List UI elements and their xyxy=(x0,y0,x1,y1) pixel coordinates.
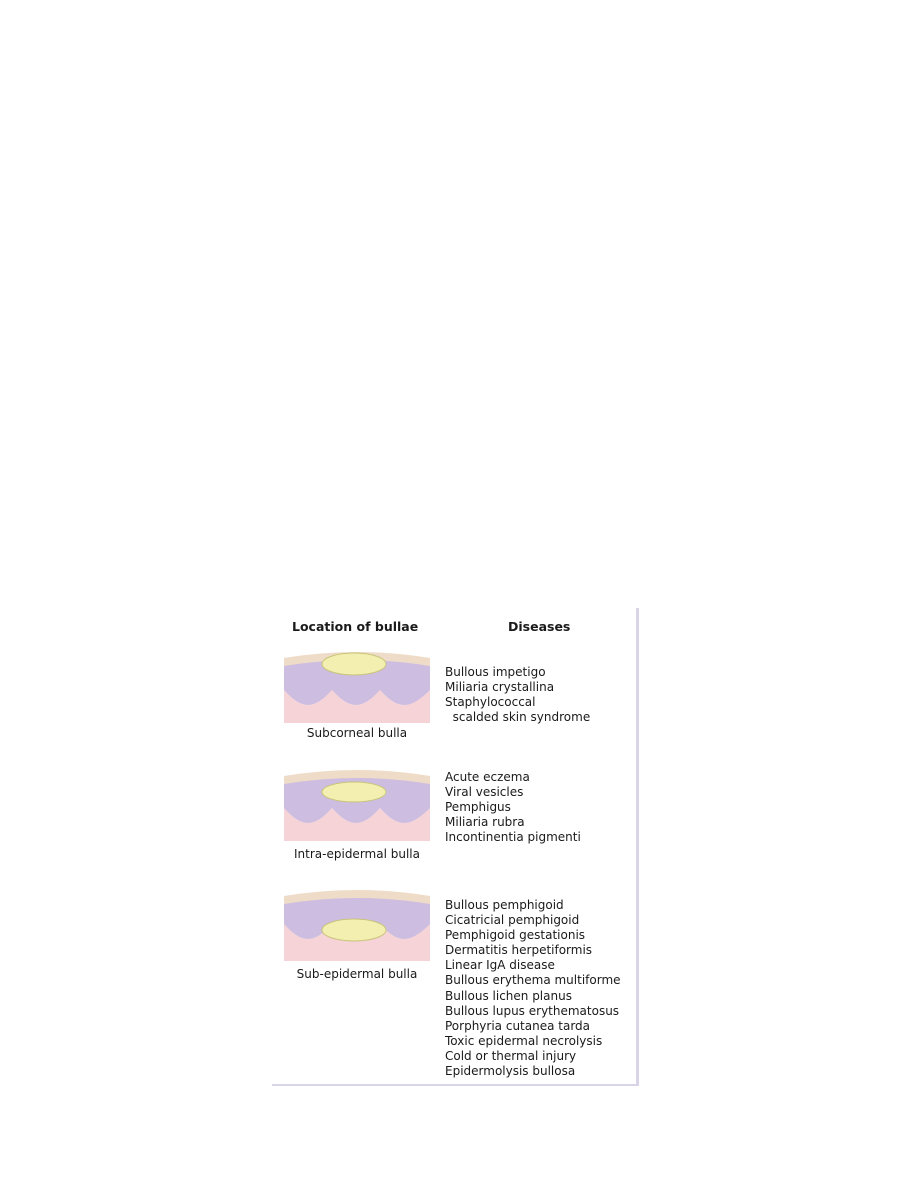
caption-subcorneal: Subcorneal bulla xyxy=(306,726,408,740)
list-item: Bullous lichen planus xyxy=(445,988,572,1003)
list-item: Cold or thermal injury xyxy=(445,1048,577,1063)
disease-list-sub-epidermal xyxy=(445,898,621,1079)
list-item: Acute eczema xyxy=(445,770,530,784)
list-item: Bullous lupus erythematosus xyxy=(445,1003,620,1018)
subcorneal-blister xyxy=(322,653,386,675)
sub-epidermal-blister xyxy=(322,919,386,941)
list-item: Incontinentia pigmenti xyxy=(445,830,581,845)
list-item: Miliaria rubra xyxy=(445,815,525,830)
list-item: Viral vesicles xyxy=(445,785,524,800)
disease-list-subcorneal xyxy=(445,665,590,725)
list-item: Cicatricial pemphigoid xyxy=(445,913,580,928)
list-item: scalded skin syndrome xyxy=(445,710,591,725)
list-item: Toxic epidermal necrolysis xyxy=(445,1033,603,1048)
intra-epidermal-blister xyxy=(322,782,386,802)
intra-epidermal-bulla-diagram xyxy=(284,768,430,843)
list-item: Bullous impetigo xyxy=(445,665,546,679)
sub-epidermal-bulla-diagram xyxy=(284,888,430,963)
list-item: Staphylococcal xyxy=(445,695,536,710)
diseases-header: Diseases xyxy=(508,619,571,634)
list-item: Linear IgA disease xyxy=(445,958,555,973)
list-item: Miliaria crystallina xyxy=(445,680,555,695)
list-item: Porphyria cutanea tarda xyxy=(445,1018,591,1033)
list-item: Epidermolysis bullosa xyxy=(445,1064,576,1079)
list-item: Pemphigus xyxy=(445,800,511,815)
bullae-figure-panel xyxy=(272,608,639,1086)
caption-sub-epidermal: Sub-epidermal bulla xyxy=(296,967,418,981)
disease-list-intra-epidermal xyxy=(445,770,581,845)
list-item: Bullous pemphigoid xyxy=(445,898,564,912)
subcorneal-bulla-diagram xyxy=(284,650,430,725)
list-item: Pemphigoid gestationis xyxy=(445,928,586,943)
caption-intra-epidermal: Intra-epidermal bulla xyxy=(294,847,420,861)
location-header: Location of bullae xyxy=(292,619,419,634)
list-item: Bullous erythema multiforme xyxy=(445,973,621,988)
list-item: Dermatitis herpetiformis xyxy=(445,943,593,958)
